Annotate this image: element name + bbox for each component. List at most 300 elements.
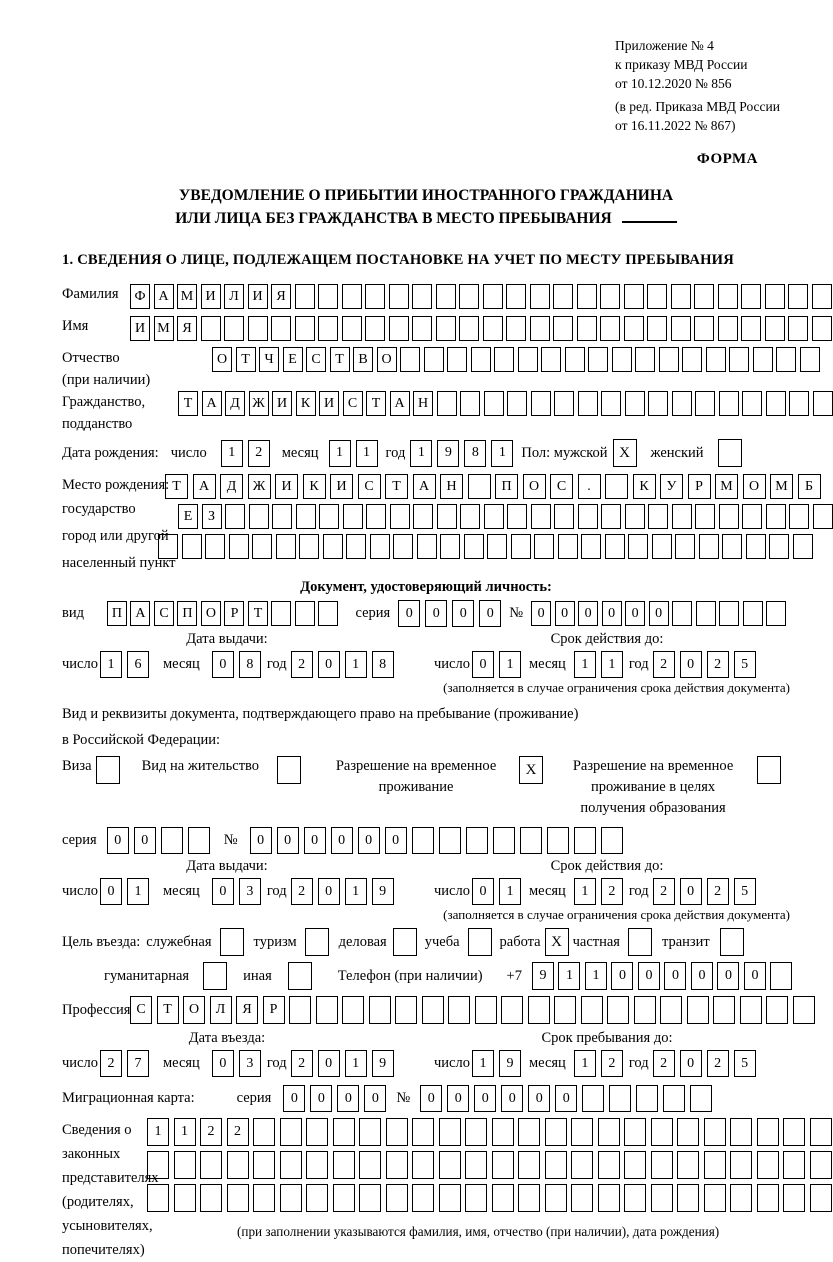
patronymic-boxes[interactable]	[212, 347, 820, 372]
date-box[interactable]: 2	[100, 1050, 122, 1077]
date-box[interactable]: 2	[653, 651, 675, 678]
stay-day[interactable]	[472, 1050, 521, 1077]
identity-series-box[interactable]: 0	[479, 600, 501, 627]
birthplace-char-box[interactable]	[370, 534, 390, 559]
purpose-box[interactable]	[628, 928, 652, 956]
representative-char-box[interactable]	[730, 1151, 752, 1179]
birthplace-char-box[interactable]	[182, 534, 202, 559]
birthplace-char-box[interactable]	[766, 504, 786, 529]
migration-number-box[interactable]: 0	[447, 1085, 469, 1112]
residence-number-box[interactable]	[439, 827, 461, 854]
residence-series-box[interactable]: 0	[134, 827, 156, 854]
surname-char-box[interactable]: И	[248, 284, 268, 309]
date-box[interactable]: 1	[345, 651, 367, 678]
residence-validity-month[interactable]	[574, 878, 623, 905]
profession-char-box[interactable]	[607, 996, 629, 1024]
purpose-rabota-checkbox[interactable]	[545, 928, 569, 956]
name-char-box[interactable]	[553, 316, 573, 341]
migration-number-box[interactable]: 0	[528, 1085, 550, 1112]
birthplace-char-box[interactable]	[319, 504, 339, 529]
patronymic-char-box[interactable]	[682, 347, 702, 372]
migration-series-box[interactable]: 0	[283, 1085, 305, 1112]
residence-number-box[interactable]: 0	[331, 827, 353, 854]
residence-number-boxes[interactable]	[250, 827, 623, 854]
representative-char-box[interactable]	[704, 1151, 726, 1179]
name-char-box[interactable]	[224, 316, 244, 341]
birthplace-char-box[interactable]	[746, 534, 766, 559]
birthplace-char-box[interactable]	[793, 534, 813, 559]
birthplace-char-box[interactable]	[158, 534, 178, 559]
residence-number-box[interactable]	[412, 827, 434, 854]
date-box[interactable]: 6	[127, 651, 149, 678]
name-char-box[interactable]	[271, 316, 291, 341]
representative-char-box[interactable]	[677, 1184, 699, 1212]
purpose-inaya-checkbox[interactable]	[288, 962, 312, 990]
representative-char-box[interactable]	[306, 1151, 328, 1179]
identity-issue-month[interactable]	[212, 651, 261, 678]
representative-char-box[interactable]	[545, 1118, 567, 1146]
birthplace-char-box[interactable]: И	[275, 474, 298, 499]
date-box[interactable]: 9	[499, 1050, 521, 1077]
patronymic-char-box[interactable]	[400, 347, 420, 372]
representatives-row2-boxes[interactable]	[147, 1151, 832, 1179]
phone-digit-box[interactable]	[770, 962, 792, 990]
birth-month-box[interactable]: 1	[356, 440, 378, 467]
sex-female-checkbox[interactable]	[718, 439, 742, 467]
profession-char-box[interactable]: Я	[236, 996, 258, 1024]
representative-char-box[interactable]: 1	[174, 1118, 196, 1146]
visa-box[interactable]	[96, 756, 120, 784]
representative-char-box[interactable]	[651, 1151, 673, 1179]
representative-char-box[interactable]	[624, 1184, 646, 1212]
representative-char-box[interactable]	[571, 1151, 593, 1179]
date-box[interactable]: 9	[372, 1050, 394, 1077]
migration-series-box[interactable]: 0	[310, 1085, 332, 1112]
birthplace-char-box[interactable]	[437, 504, 457, 529]
surname-char-box[interactable]	[812, 284, 832, 309]
identity-kind-box[interactable]: П	[177, 601, 197, 626]
birthplace-char-box[interactable]	[813, 504, 833, 529]
representative-char-box[interactable]	[730, 1118, 752, 1146]
surname-char-box[interactable]: Ф	[130, 284, 150, 309]
identity-kind-box[interactable]: А	[130, 601, 150, 626]
patronymic-char-box[interactable]	[776, 347, 796, 372]
identity-number-box[interactable]: 0	[531, 601, 551, 626]
birthplace-char-box[interactable]: А	[413, 474, 436, 499]
surname-char-box[interactable]	[624, 284, 644, 309]
migration-number-box[interactable]: 0	[501, 1085, 523, 1112]
purpose-box[interactable]	[720, 928, 744, 956]
phone-digit-box[interactable]: 0	[691, 962, 713, 990]
birthplace-char-box[interactable]	[507, 504, 527, 529]
birthplace-char-box[interactable]	[468, 474, 491, 499]
representative-char-box[interactable]	[624, 1118, 646, 1146]
birthplace-char-box[interactable]	[413, 504, 433, 529]
profession-char-box[interactable]	[501, 996, 523, 1024]
date-box[interactable]: 0	[318, 878, 340, 905]
patronymic-char-box[interactable]: Т	[330, 347, 350, 372]
profession-char-box[interactable]	[369, 996, 391, 1024]
residence-number-box[interactable]: 0	[277, 827, 299, 854]
surname-char-box[interactable]	[741, 284, 761, 309]
birthplace-char-box[interactable]: Т	[385, 474, 408, 499]
citizenship-char-box[interactable]	[437, 391, 457, 416]
representative-char-box[interactable]	[730, 1184, 752, 1212]
representative-char-box[interactable]	[412, 1151, 434, 1179]
profession-char-box[interactable]	[687, 996, 709, 1024]
citizenship-char-box[interactable]: Т	[178, 391, 198, 416]
birthplace-char-box[interactable]: З	[202, 504, 222, 529]
representative-char-box[interactable]	[253, 1118, 275, 1146]
name-char-box[interactable]: И	[130, 316, 150, 341]
identity-issue-day[interactable]	[100, 651, 149, 678]
profession-char-box[interactable]	[581, 996, 603, 1024]
birth-year-box[interactable]: 8	[464, 440, 486, 467]
birth-day-boxes[interactable]	[221, 440, 270, 467]
surname-char-box[interactable]	[694, 284, 714, 309]
citizenship-char-box[interactable]	[766, 391, 786, 416]
name-char-box[interactable]	[530, 316, 550, 341]
name-char-box[interactable]	[459, 316, 479, 341]
name-char-box[interactable]	[647, 316, 667, 341]
birthplace-char-box[interactable]	[554, 504, 574, 529]
vnzh-box[interactable]	[277, 756, 301, 784]
patronymic-char-box[interactable]	[588, 347, 608, 372]
residence-issue-day[interactable]	[100, 878, 149, 905]
representative-char-box[interactable]	[386, 1184, 408, 1212]
representative-char-box[interactable]	[465, 1118, 487, 1146]
representative-char-box[interactable]	[359, 1118, 381, 1146]
identity-series-box[interactable]: 0	[452, 600, 474, 627]
purpose-gumanitarnaya-checkbox[interactable]	[203, 962, 227, 990]
representative-char-box[interactable]	[439, 1184, 461, 1212]
birthplace-char-box[interactable]: Н	[440, 474, 463, 499]
birthplace-char-box[interactable]	[393, 534, 413, 559]
date-box[interactable]: 5	[734, 1050, 756, 1077]
patronymic-char-box[interactable]	[518, 347, 538, 372]
identity-kind-box[interactable]: Т	[248, 601, 268, 626]
date-box[interactable]: 1	[499, 878, 521, 905]
visa-checkbox[interactable]	[96, 756, 120, 784]
patronymic-char-box[interactable]: О	[212, 347, 232, 372]
representative-char-box[interactable]	[439, 1151, 461, 1179]
representative-char-box[interactable]	[306, 1184, 328, 1212]
date-box[interactable]: 1	[574, 1050, 596, 1077]
birthplace-char-box[interactable]	[578, 504, 598, 529]
patronymic-char-box[interactable]	[447, 347, 467, 372]
representative-char-box[interactable]	[359, 1184, 381, 1212]
patronymic-char-box[interactable]	[612, 347, 632, 372]
migration-series-boxes[interactable]	[283, 1085, 386, 1112]
phone-digit-box[interactable]: 0	[744, 962, 766, 990]
name-char-box[interactable]	[318, 316, 338, 341]
birthplace-char-box[interactable]: Б	[798, 474, 821, 499]
phone-digit-box[interactable]: 0	[638, 962, 660, 990]
entry-month[interactable]	[212, 1050, 261, 1077]
birthplace-char-box[interactable]	[625, 504, 645, 529]
citizenship-char-box[interactable]	[625, 391, 645, 416]
profession-char-box[interactable]	[395, 996, 417, 1024]
representative-char-box[interactable]	[174, 1151, 196, 1179]
patronymic-char-box[interactable]: С	[306, 347, 326, 372]
birthplace-char-box[interactable]	[534, 534, 554, 559]
identity-number-box[interactable]: 0	[555, 601, 575, 626]
name-boxes[interactable]	[130, 316, 832, 341]
profession-char-box[interactable]	[660, 996, 682, 1024]
migration-series-box[interactable]: 0	[364, 1085, 386, 1112]
surname-char-box[interactable]	[530, 284, 550, 309]
birthplace-char-box[interactable]	[605, 474, 628, 499]
purpose-box[interactable]	[393, 928, 417, 956]
citizenship-char-box[interactable]	[695, 391, 715, 416]
representative-char-box[interactable]: 1	[147, 1118, 169, 1146]
sex-male-checkbox[interactable]	[613, 439, 637, 467]
phone-digit-box[interactable]: 0	[717, 962, 739, 990]
citizenship-char-box[interactable]: И	[272, 391, 292, 416]
entry-day[interactable]	[100, 1050, 149, 1077]
purpose-tranzit-checkbox[interactable]	[720, 928, 744, 956]
identity-series-box[interactable]: 0	[398, 600, 420, 627]
residence-number-box[interactable]: 0	[358, 827, 380, 854]
date-box[interactable]: 0	[680, 878, 702, 905]
birthplace-char-box[interactable]	[742, 504, 762, 529]
citizenship-char-box[interactable]	[648, 391, 668, 416]
profession-char-box[interactable]: Л	[210, 996, 232, 1024]
representative-char-box[interactable]	[253, 1184, 275, 1212]
name-char-box[interactable]	[483, 316, 503, 341]
migration-number-box[interactable]	[636, 1085, 658, 1112]
phone-digit-box[interactable]: 1	[558, 962, 580, 990]
identity-kind-box[interactable]	[295, 601, 315, 626]
date-box[interactable]: 0	[100, 878, 122, 905]
migration-number-box[interactable]	[609, 1085, 631, 1112]
representative-char-box[interactable]	[306, 1118, 328, 1146]
surname-char-box[interactable]	[389, 284, 409, 309]
migration-number-boxes[interactable]	[420, 1085, 712, 1112]
representative-char-box[interactable]	[227, 1184, 249, 1212]
date-box[interactable]: 5	[734, 878, 756, 905]
surname-char-box[interactable]	[459, 284, 479, 309]
identity-validity-day[interactable]	[472, 651, 521, 678]
identity-kind-box[interactable]	[318, 601, 338, 626]
residence-series-box[interactable]: 0	[107, 827, 129, 854]
date-box[interactable]: 2	[707, 878, 729, 905]
profession-char-box[interactable]	[793, 996, 815, 1024]
identity-validity-year[interactable]	[653, 651, 756, 678]
date-box[interactable]: 5	[734, 651, 756, 678]
birth-day-box[interactable]: 1	[221, 440, 243, 467]
surname-boxes[interactable]	[130, 284, 832, 309]
migration-number-box[interactable]: 0	[555, 1085, 577, 1112]
patronymic-char-box[interactable]: Т	[236, 347, 256, 372]
identity-kind-box[interactable]: С	[154, 601, 174, 626]
residence-issue-month[interactable]	[212, 878, 261, 905]
representative-char-box[interactable]	[571, 1184, 593, 1212]
citizenship-char-box[interactable]	[507, 391, 527, 416]
residence-number-box[interactable]	[520, 827, 542, 854]
birthplace-char-box[interactable]	[531, 504, 551, 529]
name-char-box[interactable]	[342, 316, 362, 341]
patronymic-char-box[interactable]	[565, 347, 585, 372]
residence-number-box[interactable]	[574, 827, 596, 854]
birthplace-char-box[interactable]	[346, 534, 366, 559]
birthplace-char-box[interactable]	[719, 504, 739, 529]
name-char-box[interactable]	[295, 316, 315, 341]
residence-issue-year[interactable]	[291, 878, 394, 905]
date-box[interactable]: 0	[680, 1050, 702, 1077]
representative-char-box[interactable]	[439, 1118, 461, 1146]
date-box[interactable]: 7	[127, 1050, 149, 1077]
representative-char-box[interactable]	[280, 1184, 302, 1212]
date-box[interactable]: 0	[212, 651, 234, 678]
date-box[interactable]: 0	[680, 651, 702, 678]
representative-char-box[interactable]	[651, 1118, 673, 1146]
profession-char-box[interactable]	[342, 996, 364, 1024]
birthplace-char-box[interactable]	[695, 504, 715, 529]
surname-char-box[interactable]: Я	[271, 284, 291, 309]
birthplace-char-box[interactable]: У	[660, 474, 683, 499]
representative-char-box[interactable]	[412, 1184, 434, 1212]
birthplace-char-box[interactable]: П	[495, 474, 518, 499]
name-char-box[interactable]	[812, 316, 832, 341]
surname-char-box[interactable]	[577, 284, 597, 309]
identity-validity-month[interactable]	[574, 651, 623, 678]
profession-char-box[interactable]: С	[130, 996, 152, 1024]
vnzh-checkbox[interactable]	[277, 756, 301, 784]
identity-number-box[interactable]	[766, 601, 786, 626]
purpose-delovaya-checkbox[interactable]	[393, 928, 417, 956]
birthplace-char-box[interactable]	[417, 534, 437, 559]
birthplace-char-box[interactable]	[299, 534, 319, 559]
migration-number-box[interactable]	[582, 1085, 604, 1112]
birthplace-char-box[interactable]	[440, 534, 460, 559]
migration-number-box[interactable]	[663, 1085, 685, 1112]
identity-kind-box[interactable]	[271, 601, 291, 626]
surname-char-box[interactable]	[365, 284, 385, 309]
representative-char-box[interactable]	[518, 1118, 540, 1146]
representative-char-box[interactable]	[200, 1151, 222, 1179]
phone-digit-box[interactable]: 0	[611, 962, 633, 990]
name-char-box[interactable]	[600, 316, 620, 341]
date-box[interactable]: 0	[318, 651, 340, 678]
representative-char-box[interactable]	[465, 1151, 487, 1179]
representative-char-box[interactable]: 2	[227, 1118, 249, 1146]
surname-char-box[interactable]	[295, 284, 315, 309]
date-box[interactable]: 2	[601, 878, 623, 905]
profession-char-box[interactable]	[554, 996, 576, 1024]
representative-char-box[interactable]	[465, 1184, 487, 1212]
representative-char-box[interactable]	[704, 1184, 726, 1212]
date-box[interactable]: 0	[212, 878, 234, 905]
birthplace-char-box[interactable]: Т	[165, 474, 188, 499]
surname-char-box[interactable]	[412, 284, 432, 309]
date-box[interactable]: 1	[100, 651, 122, 678]
migration-number-box[interactable]	[690, 1085, 712, 1112]
date-box[interactable]: 3	[239, 878, 261, 905]
identity-kind-box[interactable]: П	[107, 601, 127, 626]
representative-char-box[interactable]	[253, 1151, 275, 1179]
birthplace-char-box[interactable]: А	[193, 474, 216, 499]
birth-year-boxes[interactable]	[410, 440, 513, 467]
rvp-checkbox[interactable]	[519, 756, 543, 784]
birthplace-char-box[interactable]	[229, 534, 249, 559]
identity-kind-box[interactable]: О	[201, 601, 221, 626]
representative-char-box[interactable]	[492, 1151, 514, 1179]
purpose-chastnaya-checkbox[interactable]	[628, 928, 652, 956]
birthplace-char-box[interactable]: Е	[178, 504, 198, 529]
representative-char-box[interactable]	[677, 1118, 699, 1146]
representative-char-box[interactable]	[704, 1118, 726, 1146]
patronymic-char-box[interactable]	[471, 347, 491, 372]
patronymic-char-box[interactable]	[494, 347, 514, 372]
name-char-box[interactable]: М	[154, 316, 174, 341]
birthplace-char-box[interactable]	[675, 534, 695, 559]
surname-char-box[interactable]	[671, 284, 691, 309]
entry-year[interactable]	[291, 1050, 394, 1077]
representative-char-box[interactable]	[200, 1184, 222, 1212]
citizenship-char-box[interactable]: И	[319, 391, 339, 416]
identity-number-box[interactable]: 0	[649, 601, 669, 626]
surname-char-box[interactable]	[765, 284, 785, 309]
identity-number-box[interactable]	[672, 601, 692, 626]
profession-char-box[interactable]	[475, 996, 497, 1024]
birthplace-char-box[interactable]	[789, 504, 809, 529]
identity-number-box[interactable]	[719, 601, 739, 626]
date-box[interactable]: 2	[601, 1050, 623, 1077]
representative-char-box[interactable]: 2	[200, 1118, 222, 1146]
date-box[interactable]: 2	[707, 1050, 729, 1077]
representatives-row3-boxes[interactable]	[147, 1184, 832, 1212]
representative-char-box[interactable]	[518, 1151, 540, 1179]
date-box[interactable]: 1	[472, 1050, 494, 1077]
identity-number-box[interactable]: 0	[625, 601, 645, 626]
birthplace-char-box[interactable]	[343, 504, 363, 529]
identity-kind-box[interactable]: Р	[224, 601, 244, 626]
date-box[interactable]: 9	[372, 878, 394, 905]
profession-char-box[interactable]: О	[183, 996, 205, 1024]
birthplace-char-box[interactable]	[464, 534, 484, 559]
date-box[interactable]: 1	[345, 878, 367, 905]
birthplace-char-box[interactable]	[605, 534, 625, 559]
profession-char-box[interactable]	[766, 996, 788, 1024]
birthplace-char-box[interactable]	[249, 504, 269, 529]
representative-char-box[interactable]	[783, 1184, 805, 1212]
phone-digit-box[interactable]: 1	[585, 962, 607, 990]
representative-char-box[interactable]	[386, 1118, 408, 1146]
name-char-box[interactable]	[389, 316, 409, 341]
date-box[interactable]: 0	[318, 1050, 340, 1077]
birthplace-char-box[interactable]	[484, 504, 504, 529]
identity-number-box[interactable]: 0	[578, 601, 598, 626]
representative-char-box[interactable]	[783, 1151, 805, 1179]
citizenship-char-box[interactable]	[813, 391, 833, 416]
citizenship-char-box[interactable]: Н	[413, 391, 433, 416]
representative-char-box[interactable]	[333, 1151, 355, 1179]
profession-boxes[interactable]	[130, 996, 815, 1024]
date-box[interactable]: 1	[499, 651, 521, 678]
citizenship-char-box[interactable]	[789, 391, 809, 416]
date-box[interactable]: 0	[472, 878, 494, 905]
representative-char-box[interactable]	[757, 1151, 779, 1179]
birthplace-char-box[interactable]	[581, 534, 601, 559]
surname-char-box[interactable]	[318, 284, 338, 309]
representative-char-box[interactable]	[598, 1118, 620, 1146]
date-box[interactable]: 2	[291, 1050, 313, 1077]
representative-char-box[interactable]	[598, 1184, 620, 1212]
sex-female-box[interactable]	[718, 439, 742, 467]
name-char-box[interactable]	[412, 316, 432, 341]
patronymic-char-box[interactable]	[635, 347, 655, 372]
